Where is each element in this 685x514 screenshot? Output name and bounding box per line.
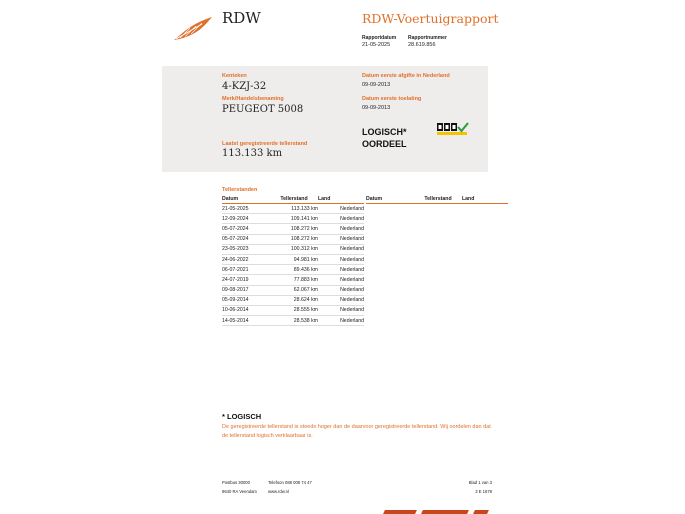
row-date: 10-06-2014 [222,305,270,315]
nap-check-logo-icon [437,122,469,136]
row-date: 23-05-2023 [222,244,270,254]
row-date: 05-07-2024 [222,234,270,244]
row-km: 94.981 km [270,254,318,264]
row-km: 100.312 km [270,244,318,254]
table-row [222,214,364,224]
row-country: Nederland [318,275,364,285]
footer-phone: Telefoon 088 008 74 47 [268,480,312,485]
col-date: Datum [366,195,414,204]
footer-page: Blad 1 van 3 [468,480,492,485]
row-km: 77.883 km [270,275,318,285]
row-km: 28.538 km [270,316,318,326]
footer-postbus: Postbus 30000 [222,480,250,485]
verdict [362,126,407,150]
footer-code: 3 E 1678 [475,489,492,494]
readings-title: Tellerstanden [222,187,258,193]
verdict-text: LOGISCH* [362,127,407,137]
readings-table-left [222,195,364,326]
col-country: Land [462,195,508,204]
table-row [222,305,364,315]
table-header-row [366,195,508,204]
table-row [222,244,364,254]
report-title: RDW-Voertuigrapport [362,11,499,26]
make-label: Merk/Handelsbenaming [222,96,284,102]
footer-decoration [421,510,469,514]
note-text: De geregistreerde tellerstand is steeds hoger dan de daarvoor geregistreerde tellerstand. Wij oordelen dan dat de tellerstand logisch verklaarbaar is. [222,424,491,439]
report-date: 21-05-2025 [362,42,391,48]
col-date: Datum [222,195,270,204]
row-date: 06-07-2021 [222,265,270,275]
row-country: Nederland [318,224,364,234]
row-date: 14-05-2014 [222,316,270,326]
table-row [222,204,364,214]
footer-web: www.rdw.nl [268,489,289,494]
report-number: 28.619.856 [408,42,436,48]
table-row [222,234,364,244]
make-value: PEUGEOT 5008 [222,104,304,115]
row-country: Nederland [318,254,364,264]
first-admission-value: 09-09-2013 [362,105,391,111]
footer-decoration [473,510,489,514]
rdw-feather-logo-icon [172,16,214,42]
row-date: 12-09-2024 [222,214,270,224]
table-row [222,254,364,264]
col-country: Land [318,195,364,204]
table-row [222,275,364,285]
row-km: 62.067 km [270,285,318,295]
row-date: 21-05-2025 [222,204,270,214]
report-number-label: Rapportnummer [408,35,447,41]
table-row [222,285,364,295]
brand-name: RDW [222,9,261,27]
report-date-label: Rapportdatum [362,35,397,41]
first-nl-label: Datum eerste afgifte in Nederland [362,73,450,79]
row-date: 24-06-2022 [222,254,270,264]
col-km: Tellerstand [414,195,462,204]
row-country: Nederland [318,204,364,214]
row-km: 108.272 km [270,224,318,234]
table-row [222,295,364,305]
first-admission-label: Datum eerste toelating [362,96,422,102]
row-country: Nederland [318,265,364,275]
row-country: Nederland [318,295,364,305]
row-date: 09-08-2017 [222,285,270,295]
row-km: 109.141 km [270,214,318,224]
vehicle-summary-panel [162,66,488,172]
col-km: Tellerstand [270,195,318,204]
row-km: 28.555 km [270,305,318,315]
row-km: 113.133 km [270,204,318,214]
row-km: 89.436 km [270,265,318,275]
table-row [222,224,364,234]
row-country: Nederland [318,285,364,295]
row-km: 108.272 km [270,234,318,244]
table-header-row [222,195,364,204]
odometer-label: Laatst geregistreerde tellerstand [222,141,308,147]
table-row [222,265,364,275]
row-date: 24-07-2019 [222,275,270,285]
first-nl-value: 09-09-2013 [362,82,391,88]
plate-label: Kenteken [222,73,247,79]
note-title: * LOGISCH [222,412,262,421]
table-row [222,316,364,326]
row-country: Nederland [318,305,364,315]
row-country: Nederland [318,214,364,224]
footer-city: 9640 RA Veendam [222,489,257,494]
row-country: Nederland [318,316,364,326]
row-km: 28.624 km [270,295,318,305]
readings-table-right [366,195,508,204]
plate-value: 4-KZJ-32 [222,81,267,92]
verdict-suffix: OORDEEL [362,139,407,149]
row-country: Nederland [318,244,364,254]
footer-decoration [383,510,417,514]
row-date: 05-07-2024 [222,224,270,234]
row-date: 05-09-2014 [222,295,270,305]
row-country: Nederland [318,234,364,244]
odometer-value: 113.133 km [222,148,283,159]
